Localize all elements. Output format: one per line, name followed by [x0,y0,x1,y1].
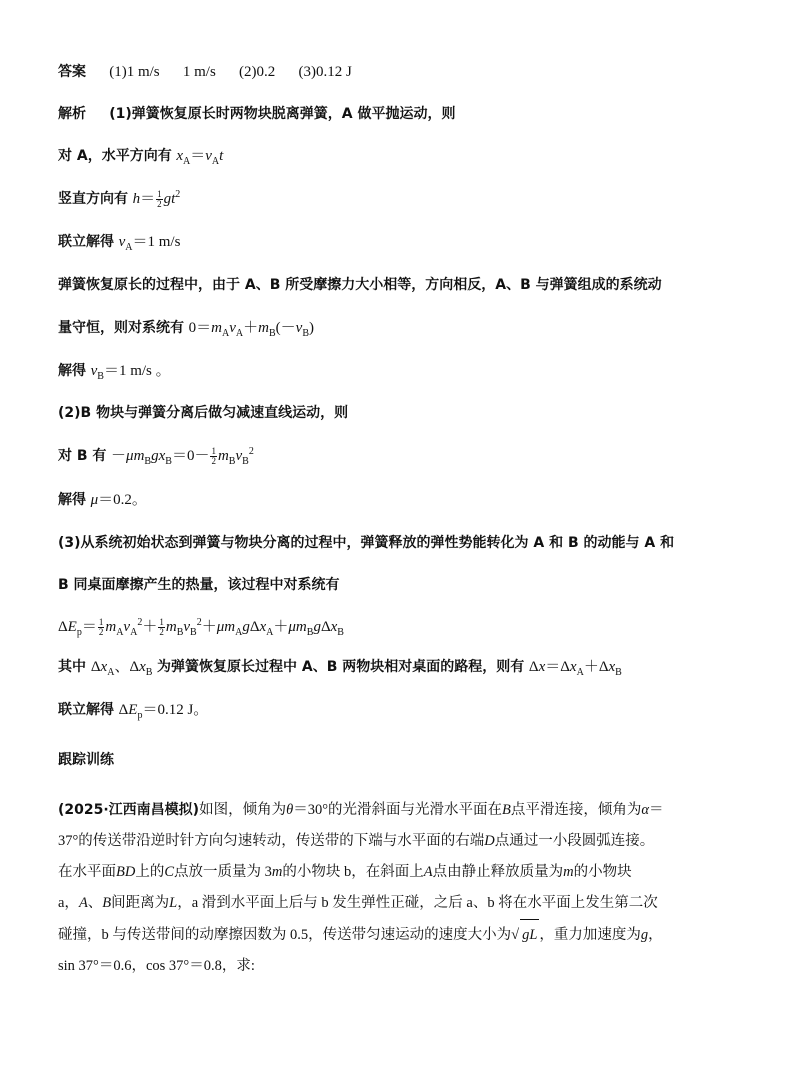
analysis-p2-eq [58,446,254,466]
answer-item-4: (3)0.12 J [298,64,352,80]
analysis-p1-intro: (1)弹簧恢复原长时两物块脱离弹簧，A 做平抛运动，则 [109,106,456,122]
p2-eq-text: 对 B 有 [58,448,107,464]
training-problem [58,795,738,982]
analysis-solve-vb [58,361,171,381]
problem-line-3: 在水平面BD上的C点放一质量为 3m的小物块 b，在斜面上A点由静止释放质量为m的小物块 [58,864,632,880]
problem-text-1c: 点平滑连接，倾角为 [510,802,642,818]
p2-solve-text: 解得 [58,492,86,508]
formula-friction-b: $-\mu m_Bgx_B=0-$ $\frac{1}{2}$ $m_Bv_B^2$ [111,446,254,467]
p3-solve-text: 联立解得 [58,702,114,718]
formula-momentum: $0=m_Av_A+m_B(-v_B)$ [188,320,314,339]
formula-dx: $\Delta x=\Delta x_A+\Delta x_B$ [528,659,622,678]
analysis-solve-va [58,232,180,252]
p3-text-b: B 同桌面摩擦产生的热量，该过程中对系统有 [58,577,340,593]
dep-value: ＝0.12 J。 [142,702,209,718]
problem-text-2a: 37°的传送带沿逆时针方向匀速转动，传送带的下端与水平面的右端 [58,833,485,849]
analysis-p2-solve [58,490,147,510]
answer-label: 答案 [58,64,86,80]
analysis-horizontal [58,146,223,166]
formula-energy: $\Delta E_p=$ $\frac{1}{2}$ $m_Av_A^2+$ $\frac{1}{2}$ $m_Bv_B^2+\mu m_Ag\Delta x_A+\mu m_Bg\Delta x_B$ [58,617,344,638]
p2-intro-text: (2)B 物块与弹簧分离后做匀减速直线运动，则 [58,405,349,421]
analysis-p2-intro [58,403,348,423]
problem-text-3e: 点由静止释放质量为 [432,864,564,880]
problem-text-3f: 的小物块 [573,864,632,880]
formula-mu: μ＝0.2。 [90,492,147,508]
answer-line [58,62,352,82]
vertical-text: 竖直方向有 [58,191,128,207]
sqrt-gl: √ gL [511,927,539,943]
problem-line-2: 37°的传送带沿逆时针方向匀速转动，传送带的下端与水平面的右端D点通过一小段圆弧连接。 [58,833,655,849]
problem-text-4c: 间距离为 [111,895,170,911]
training-heading-text: 跟踪训练 [58,752,114,768]
momentum-text-a: 弹簧恢复原长的过程中，由于 A、B 所受摩擦力大小相等，方向相反，A、B 与弹簧组成的系统动 [58,277,662,293]
momentum-text-b: 量守恒，则对系统有 [58,320,184,336]
problem-text-3d: 的小物块 b，在斜面上 [282,864,424,880]
problem-text-3a: 在水平面 [58,864,116,880]
where-prefix: 其中 [58,659,91,675]
analysis-line-1 [58,104,455,124]
training-heading [58,750,114,770]
problem-text-3b: 上的 [135,864,165,880]
problem-text-1b: ＝30°的光滑斜面与光滑水平面在 [293,802,503,818]
problem-line-4: a，A、B间距离为L，a 滑到水平面上后与 b 发生弹性正碰，之后 a、b 将在水平面上发生第二次 [58,895,658,911]
problem-text-1a: 如图，倾角为 [199,802,287,818]
analysis-vertical [58,189,180,209]
mu-value: ＝0.2。 [98,492,147,508]
analysis-p3-b [58,575,340,595]
analysis-label: 解析 [58,106,86,122]
answer-item-3: (2)0.2 [239,64,276,80]
formula-dep: $\Delta E_p=0.12$ J。 [118,702,209,721]
problem-text-5b: ，重力加速度为 [539,927,641,943]
problem-text-5c: ， [648,927,663,943]
problem-text-2b: 点通过一小段圆弧连接。 [494,833,655,849]
problem-text-5a: 碰撞，b 与传送带间的动摩擦因数为 0.5，传送带匀速运动的速度大小为 [58,927,512,943]
analysis-where [58,657,622,677]
problem-text-4a: a， [58,895,79,911]
formula-dx-pair: $\Delta x_A$、$\Delta x_B$ [90,659,153,678]
problem-text-6: sin 37°＝0.6，cos 37°＝0.8，求: [58,958,255,974]
answer-item-2: 1 m/s [182,64,216,80]
problem-line-1: (2025·江西南昌模拟)如图，倾角为θ＝30°的光滑斜面与光滑水平面在B点平滑连接，倾角为α＝ [58,802,664,818]
va-value: ＝1 m/s [132,234,181,250]
problem-text-4d: ，a 滑到水平面上后与 b 发生弹性正碰，之后 a、b 将在水平面上发生第二次 [177,895,658,911]
analysis-p3-a [58,533,674,553]
analysis-momentum-a [58,275,662,295]
problem-source: (2025·江西南昌模拟) [58,802,200,818]
formula-xa: $x_A=v_At$ [176,148,224,167]
answer-item-1: (1)1 m/s [109,64,160,80]
vb-value: ＝1 m/s 。 [103,363,171,379]
horizontal-text: 对 A，水平方向有 [58,148,172,164]
formula-vb: $v_B=1$ m/s 。 [90,363,171,382]
solve-va-text: 联立解得 [58,234,114,250]
formula-va: $v_A=1$ m/s [118,234,181,253]
problem-text-3c: 点放一质量为 3 [174,864,272,880]
problem-line-6 [58,951,738,982]
analysis-energy-eq [58,617,344,637]
p3-text-a: (3)从系统初始状态到弹簧与物块分离的过程中，弹簧释放的弹性势能转化为 A 和 B 的动能与 A 和 [58,535,675,551]
problem-text-4b: 、 [87,895,103,911]
where-text: 为弹簧恢复原长过程中 A、B 两物块相对桌面的路程，则有 [157,659,525,675]
problem-line-5: 碰撞，b 与传送带间的动摩擦因数为 0.5，传送带匀速运动的速度大小为√ gL ，重力加速度为g， [58,919,738,951]
formula-h: h＝ $\frac{1}{2}$ $gt^2$ [132,189,181,210]
problem-text-1d: ＝ [649,802,664,818]
analysis-p3-solve [58,700,208,720]
solve-vb-text: 解得 [58,363,86,379]
analysis-momentum-b [58,318,314,338]
